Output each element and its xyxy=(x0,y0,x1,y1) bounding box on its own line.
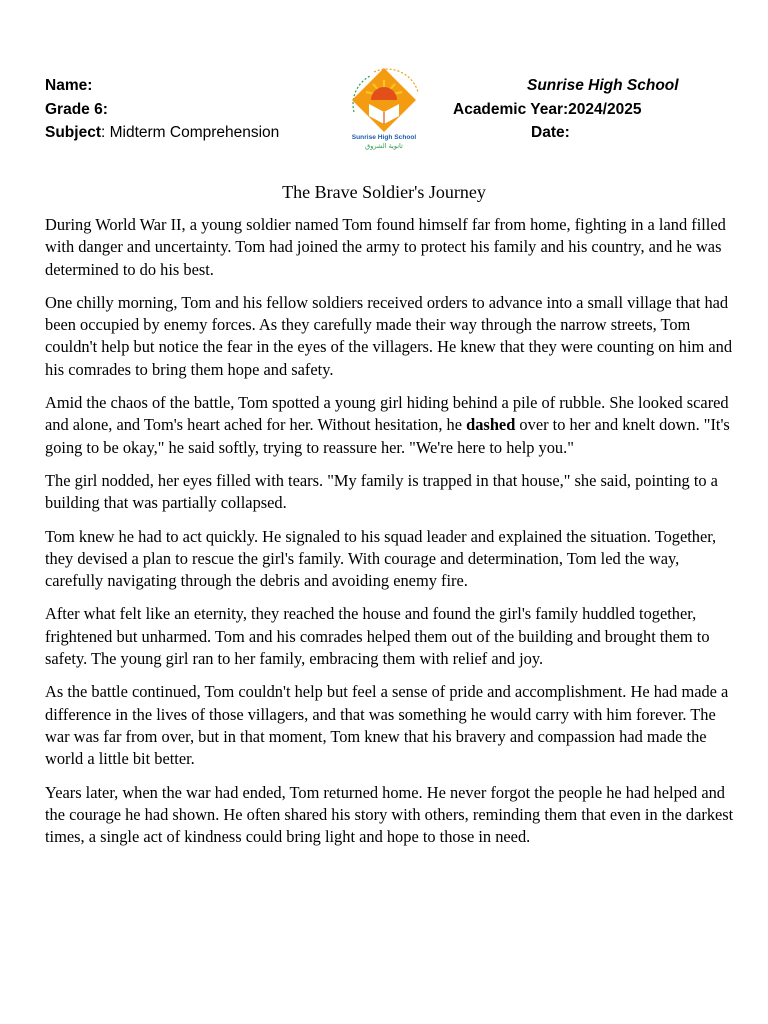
story-body xyxy=(45,214,735,859)
story-paragraph-3-start: Amid the chaos of the battle, Tom spotted a young girl hiding behind a pile of rubble. She looked scared and alone, and Tom's heart ached for her. Without hesitation, he xyxy=(45,393,729,435)
story-paragraph-6: After what felt like an eternity, they reached the house and found the girl's family huddled together, frightened but unharmed. Tom and his comrades helped them out of the building and brought them to safety. The young girl ran to her family, embracing them with relief and joy. xyxy=(45,604,710,669)
story-paragraph-8: Years later, when the war had ended, Tom returned home. He never forgot the people he had helped and the courage he had shown. He often shared his story with others, reminding them that even in the darkest times, a single act of kindness could bring light and hope to those in need. xyxy=(45,782,734,847)
logo-english-name: Sunrise High School xyxy=(351,134,417,141)
story-paragraph-1: During World War II, a young soldier named Tom found himself far from home, fighting in a land filled with danger and uncertainty. Tom had joined the army to protect his family and his country, and he was determined to do his best. xyxy=(45,215,726,279)
logo-arabic-name: ثانوية الشروق xyxy=(365,142,403,150)
story-paragraph-3-end: over to her and knelt down. "It's going to be okay," he said softly, trying to reassure her. "We're here to help you." xyxy=(45,415,730,457)
story-paragraph-7: As the battle continued, Tom couldn't help but feel a sense of pride and accomplishment. He had made a difference in the lives of those villagers, and that was something he would carry with him forever. The war was far from over, but in that moment, Tom knew that his bravery and compassion had made the world a little bit better. xyxy=(45,682,729,769)
story-paragraph-2: One chilly morning, Tom and his fellow soldiers received orders to advance into a small village that had been occupied by enemy forces. As they carefully made their way through the narrow streets, Tom couldn't help but notice the fear in the eyes of the villagers. He knew that they were counting on him and his comrades to bring them hope and safety. xyxy=(45,292,733,379)
story-paragraph-3 xyxy=(45,392,735,459)
school-name: Sunrise High School xyxy=(527,77,679,94)
name-label: Name: xyxy=(45,77,93,94)
academic-year: Academic Year:2024/2025 xyxy=(453,101,642,118)
story-paragraph-4: The girl nodded, her eyes filled with tears. "My family is trapped in that house," she said, pointing to a building that was partially collapsed. xyxy=(45,470,718,513)
grade-label: Grade 6: xyxy=(45,101,108,118)
date-label: Date: xyxy=(531,124,570,141)
subject-line xyxy=(45,122,279,144)
vocab-word-dashed: dashed xyxy=(466,415,516,435)
school-logo xyxy=(340,62,428,152)
story-paragraph-5: Tom knew he had to act quickly. He signaled to his squad leader and explained the situation. Together, they devised a plan to rescue the girl's family. With courage and determination, Tom led the way, carefully navigating through the debris and avoiding enemy fire. xyxy=(45,526,717,591)
story-title: The Brave Soldier's Journey xyxy=(282,182,486,202)
subject-label: Subject xyxy=(45,124,101,141)
subject-value: : Midterm Comprehension xyxy=(100,124,280,141)
